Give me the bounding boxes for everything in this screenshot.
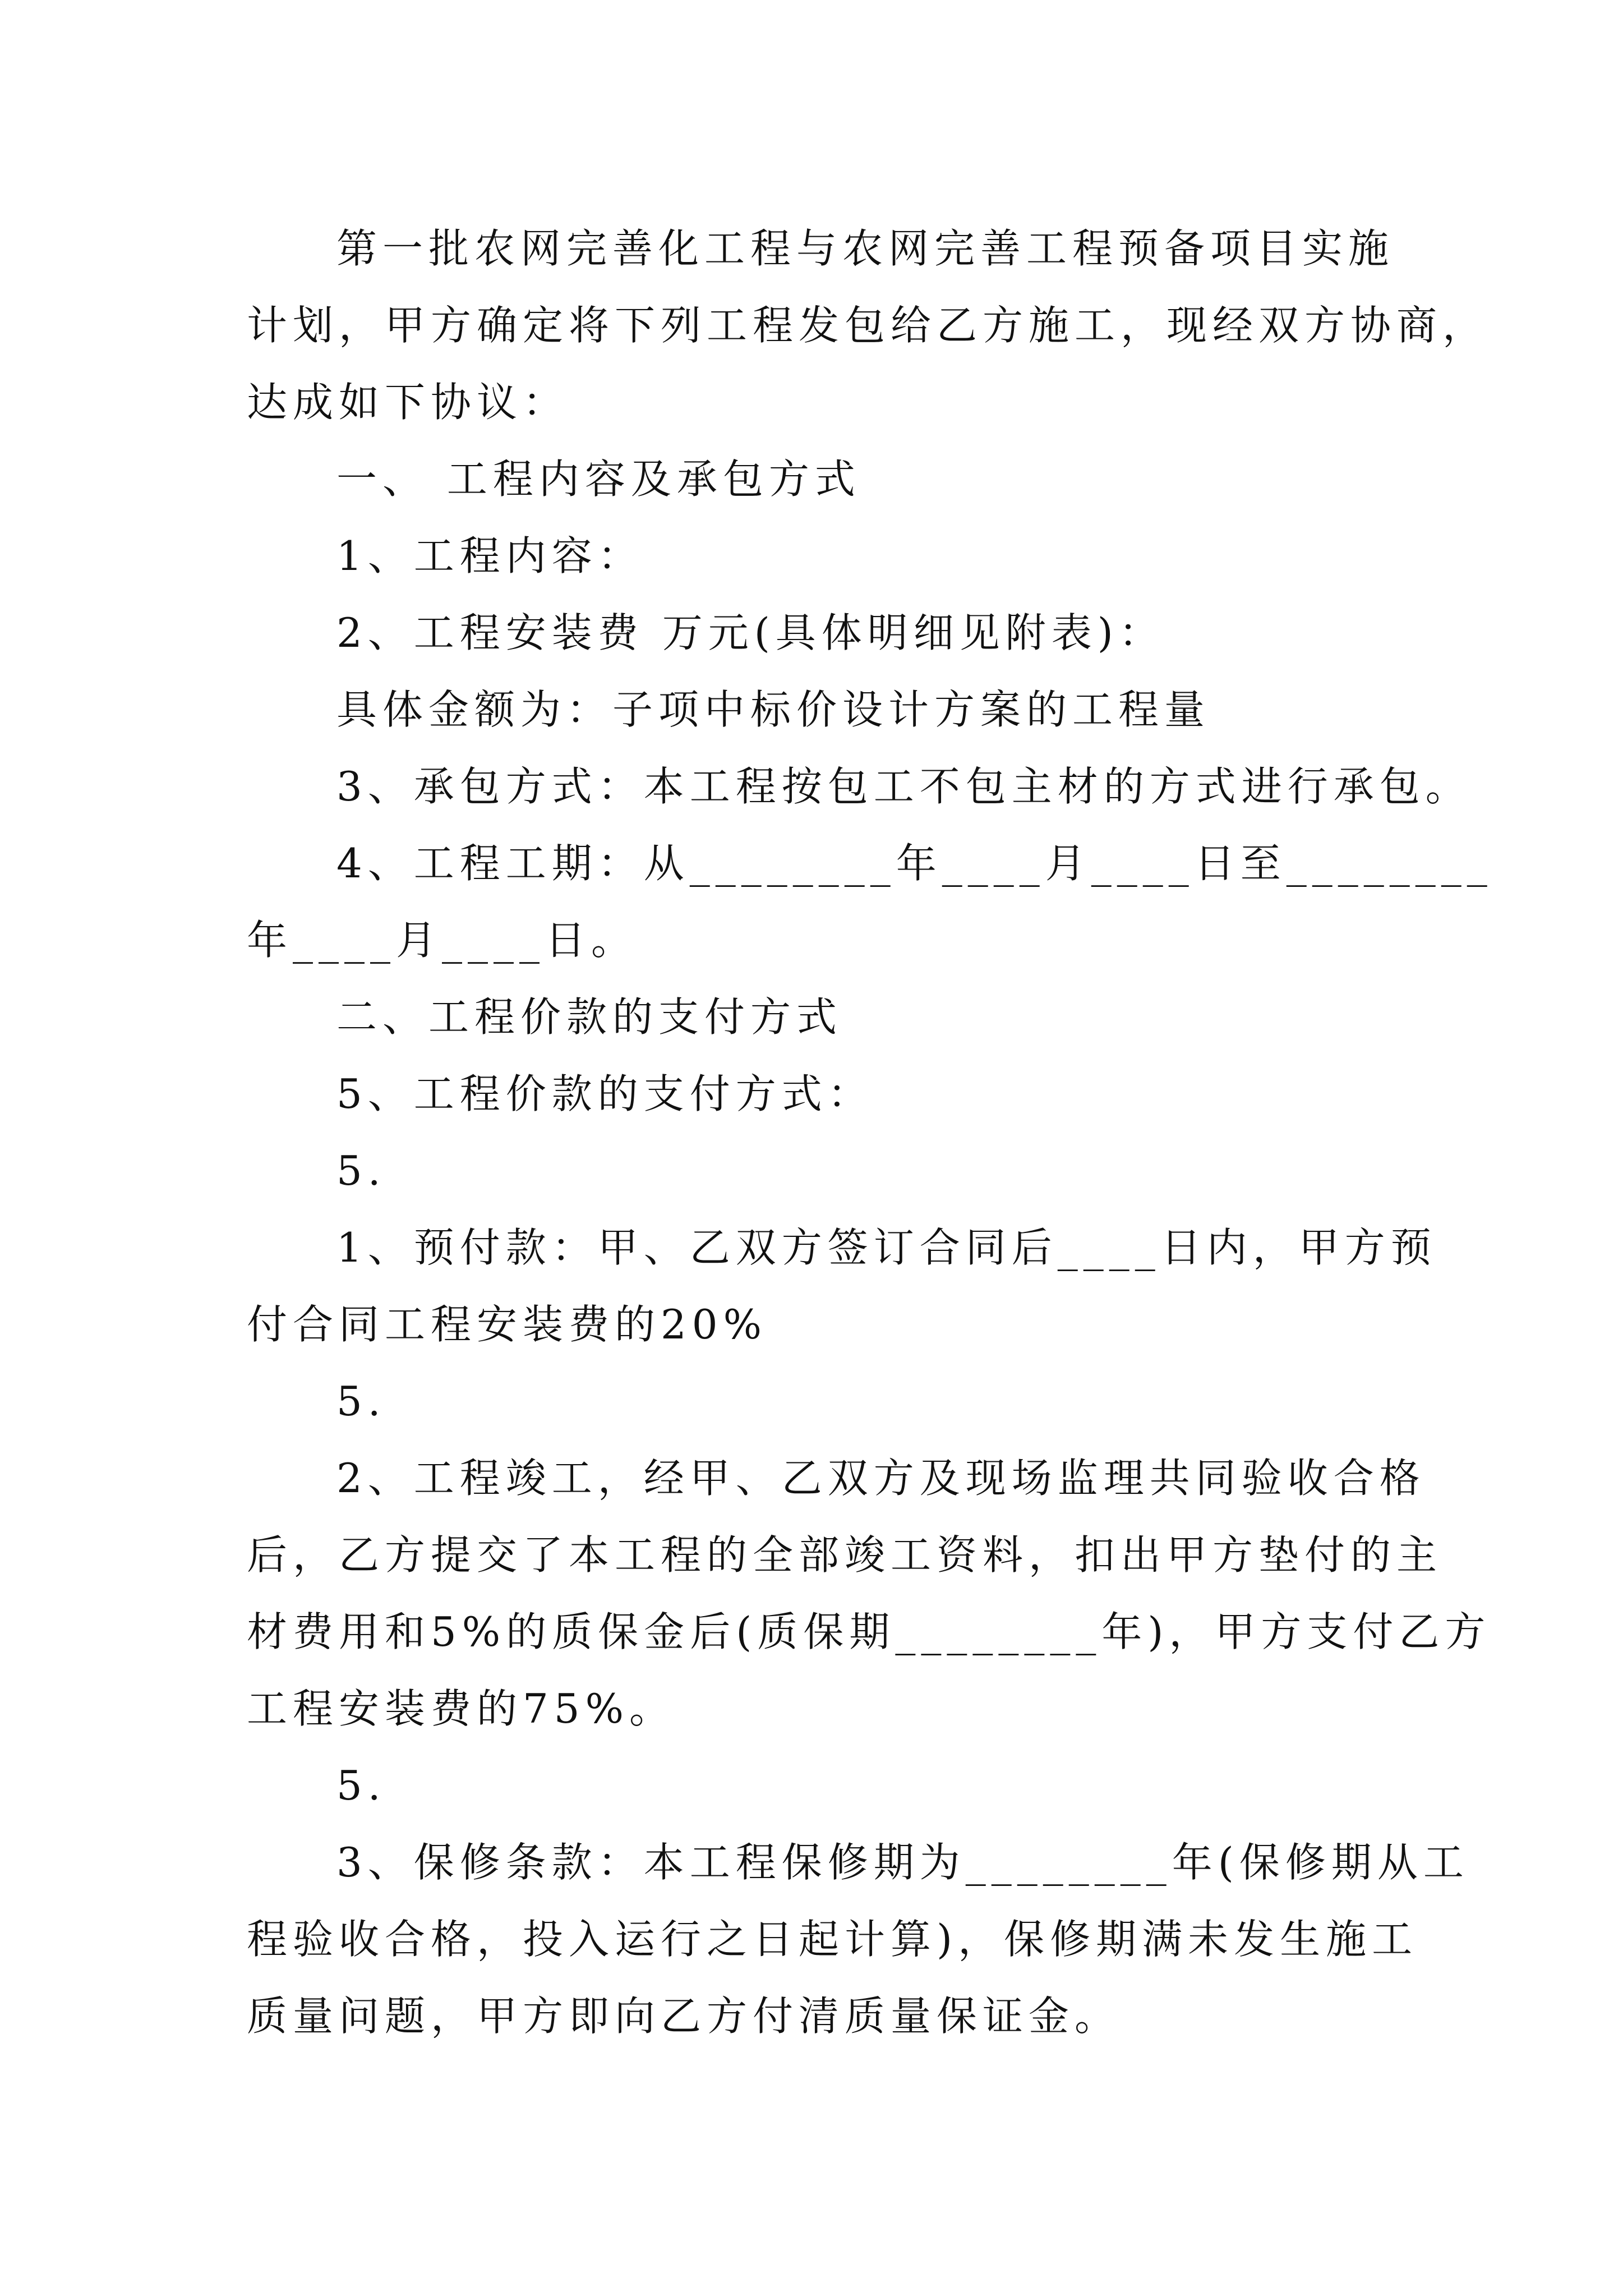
clause-number: 5. — [336, 1378, 386, 1425]
clause-line: 1、预付款：甲、乙双方签订合同后____日内，甲方预 — [336, 1224, 1437, 1271]
clause-line: 1、工程内容： — [336, 532, 644, 579]
paragraph-line: 第一批农网完善化工程与农网完善工程预备项目实施 — [336, 225, 1395, 272]
clause-line: 3、保修条款：本工程保修期为________年(保修期从工 — [336, 1839, 1469, 1886]
paragraph-line: 达成如下协议： — [247, 379, 569, 426]
clause-line: 具体金额为：子项中标价设计方案的工程量 — [336, 686, 1211, 733]
clause-line: 2、工程安装费 万元(具体明细见附表)： — [336, 609, 1165, 656]
clause-number: 5. — [336, 1762, 386, 1809]
paragraph-line: 程验收合格，投入运行之日起计算)，保修期满未发生施工 — [247, 1916, 1418, 1963]
paragraph-line: 材费用和5%的质保金后(质保期________年)，甲方支付乙方 — [247, 1608, 1491, 1655]
clause-line: 5、工程价款的支付方式： — [336, 1070, 874, 1117]
paragraph-line: 工程安装费的75%。 — [247, 1685, 676, 1732]
clause-line: 2、工程竣工，经甲、乙双方及现场监理共同验收合格 — [336, 1455, 1426, 1502]
paragraph-line: 后，乙方提交了本工程的全部竣工资料，扣出甲方垫付的主 — [247, 1531, 1443, 1579]
clause-line: 3、承包方式：本工程按包工不包主材的方式进行承包。 — [336, 763, 1472, 810]
clause-line: 4、工程工期：从________年____月____日至________ — [336, 840, 1493, 887]
section-heading: 一、 工程内容及承包方式 — [336, 455, 861, 503]
paragraph-line: 计划，甲方确定将下列工程发包给乙方施工，现经双方协商， — [247, 302, 1489, 349]
paragraph-line: 付合同工程安装费的20% — [247, 1301, 768, 1348]
clause-number: 5. — [336, 1147, 386, 1194]
paragraph-line: 年____月____日。 — [247, 917, 638, 964]
contract-text — [247, 210, 1493, 2055]
paragraph-line: 质量问题，甲方即向乙方付清质量保证金。 — [247, 1993, 1121, 2040]
section-heading: 二、工程价款的支付方式 — [336, 993, 843, 1041]
